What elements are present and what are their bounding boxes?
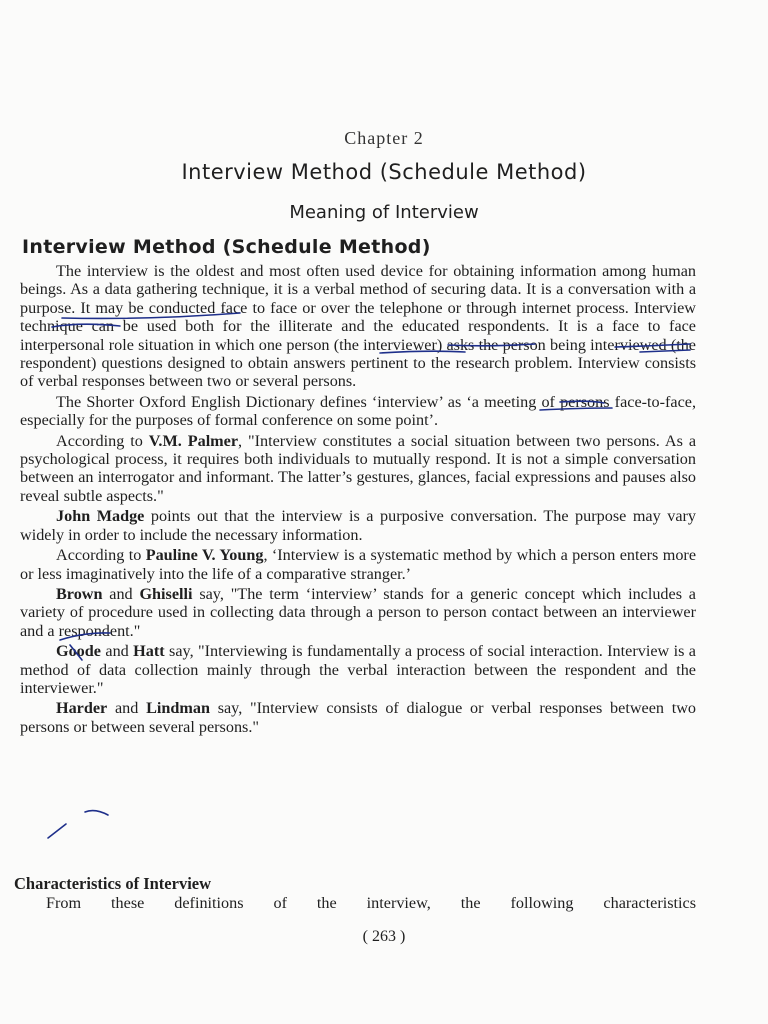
paragraph-6	[20, 585, 696, 640]
chapter-label: Chapter 2	[344, 128, 424, 148]
text-span: say, "Interviewing is fundamentally a process of social interaction. Interview is a method of data collection mainly through the verbal interaction between the respondent and the interviewer."	[20, 642, 696, 697]
author-name: John Madge	[56, 507, 145, 526]
author-name: Ghiselli	[139, 584, 193, 603]
paragraph-4	[20, 507, 696, 544]
text-span: , ‘Interview is a systematic method by which a person enters more or less imaginatively into the life of a comparative stranger.’	[20, 546, 697, 583]
page-number: ( 263 )	[362, 928, 406, 945]
author-name: Lindman	[146, 699, 210, 718]
pen-mark	[85, 811, 108, 815]
paragraph-1: The interview is the oldest and most often used device for obtaining information among human beings. As a data gathering technique, it is a verbal method of securing data. It is a conversation with a purpose. It may be conducted face to face or over the telephone or through internet process. Interview technique can be used both for the illiterate and the educated respondents. It is a face to face interpersonal role situation in which one person (the interviewer) asks the person being interviewed (the respondent) questions designed to obtain answers pertinent to the research problem. Interview consists of verbal responses between two or several persons.	[20, 262, 696, 391]
paragraph-8	[20, 699, 696, 736]
characteristics-heading: Characteristics of Interview	[14, 874, 212, 893]
pen-mark	[48, 824, 66, 838]
author-name: Harder	[56, 699, 108, 718]
text-span: and	[107, 699, 147, 718]
author-name: Pauline V. Young	[145, 546, 264, 565]
paragraph-7	[20, 642, 696, 697]
paragraph-2: The Shorter Oxford English Dictionary defines ‘interview’ as ‘a meeting of persons face-to-face, especially for the purposes of formal conference on some point’.	[20, 392, 696, 430]
text-span: points out that the interview is a purposive conversation. The purpose may vary widely in order to include the necessary information.	[20, 507, 696, 544]
author-name: Goode	[56, 642, 101, 661]
chapter-title: Interview Method (Schedule Method)	[181, 160, 587, 184]
author-name: Brown	[56, 584, 103, 603]
body-text	[20, 262, 696, 738]
paragraph-5	[20, 546, 696, 583]
text-span: say, "Interview consists of dialogue or verbal responses between two persons or between several persons."	[20, 699, 696, 736]
section-heading: Interview Method (Schedule Method)	[22, 236, 431, 258]
text-span: and	[102, 584, 140, 603]
continuation-line: From these definitions of the interview, the following characteristics	[46, 894, 696, 912]
text-span: , "Interview constitutes a social situation between two persons. As a psychological process, it requires both individuals to mutually respond. It is not a simple conversation between an interrogator and informant. The latter’s gestures, glances, facial expressions and pauses also reveal subtle aspects."	[20, 431, 697, 505]
text-span: According to	[56, 546, 142, 565]
text-span: say, "The term ‘interview’ stands for a generic concept which includes a variety of procedure used in collecting data through a person to person contact between an interviewer and a respondent."	[20, 584, 696, 640]
section-subtitle: Meaning of Interview	[289, 202, 479, 223]
author-name: Hatt	[133, 642, 165, 661]
paragraph-3	[20, 432, 696, 506]
text-span: According to	[56, 431, 143, 450]
text-span: and	[100, 642, 134, 661]
author-name: V.M. Palmer	[148, 431, 239, 450]
